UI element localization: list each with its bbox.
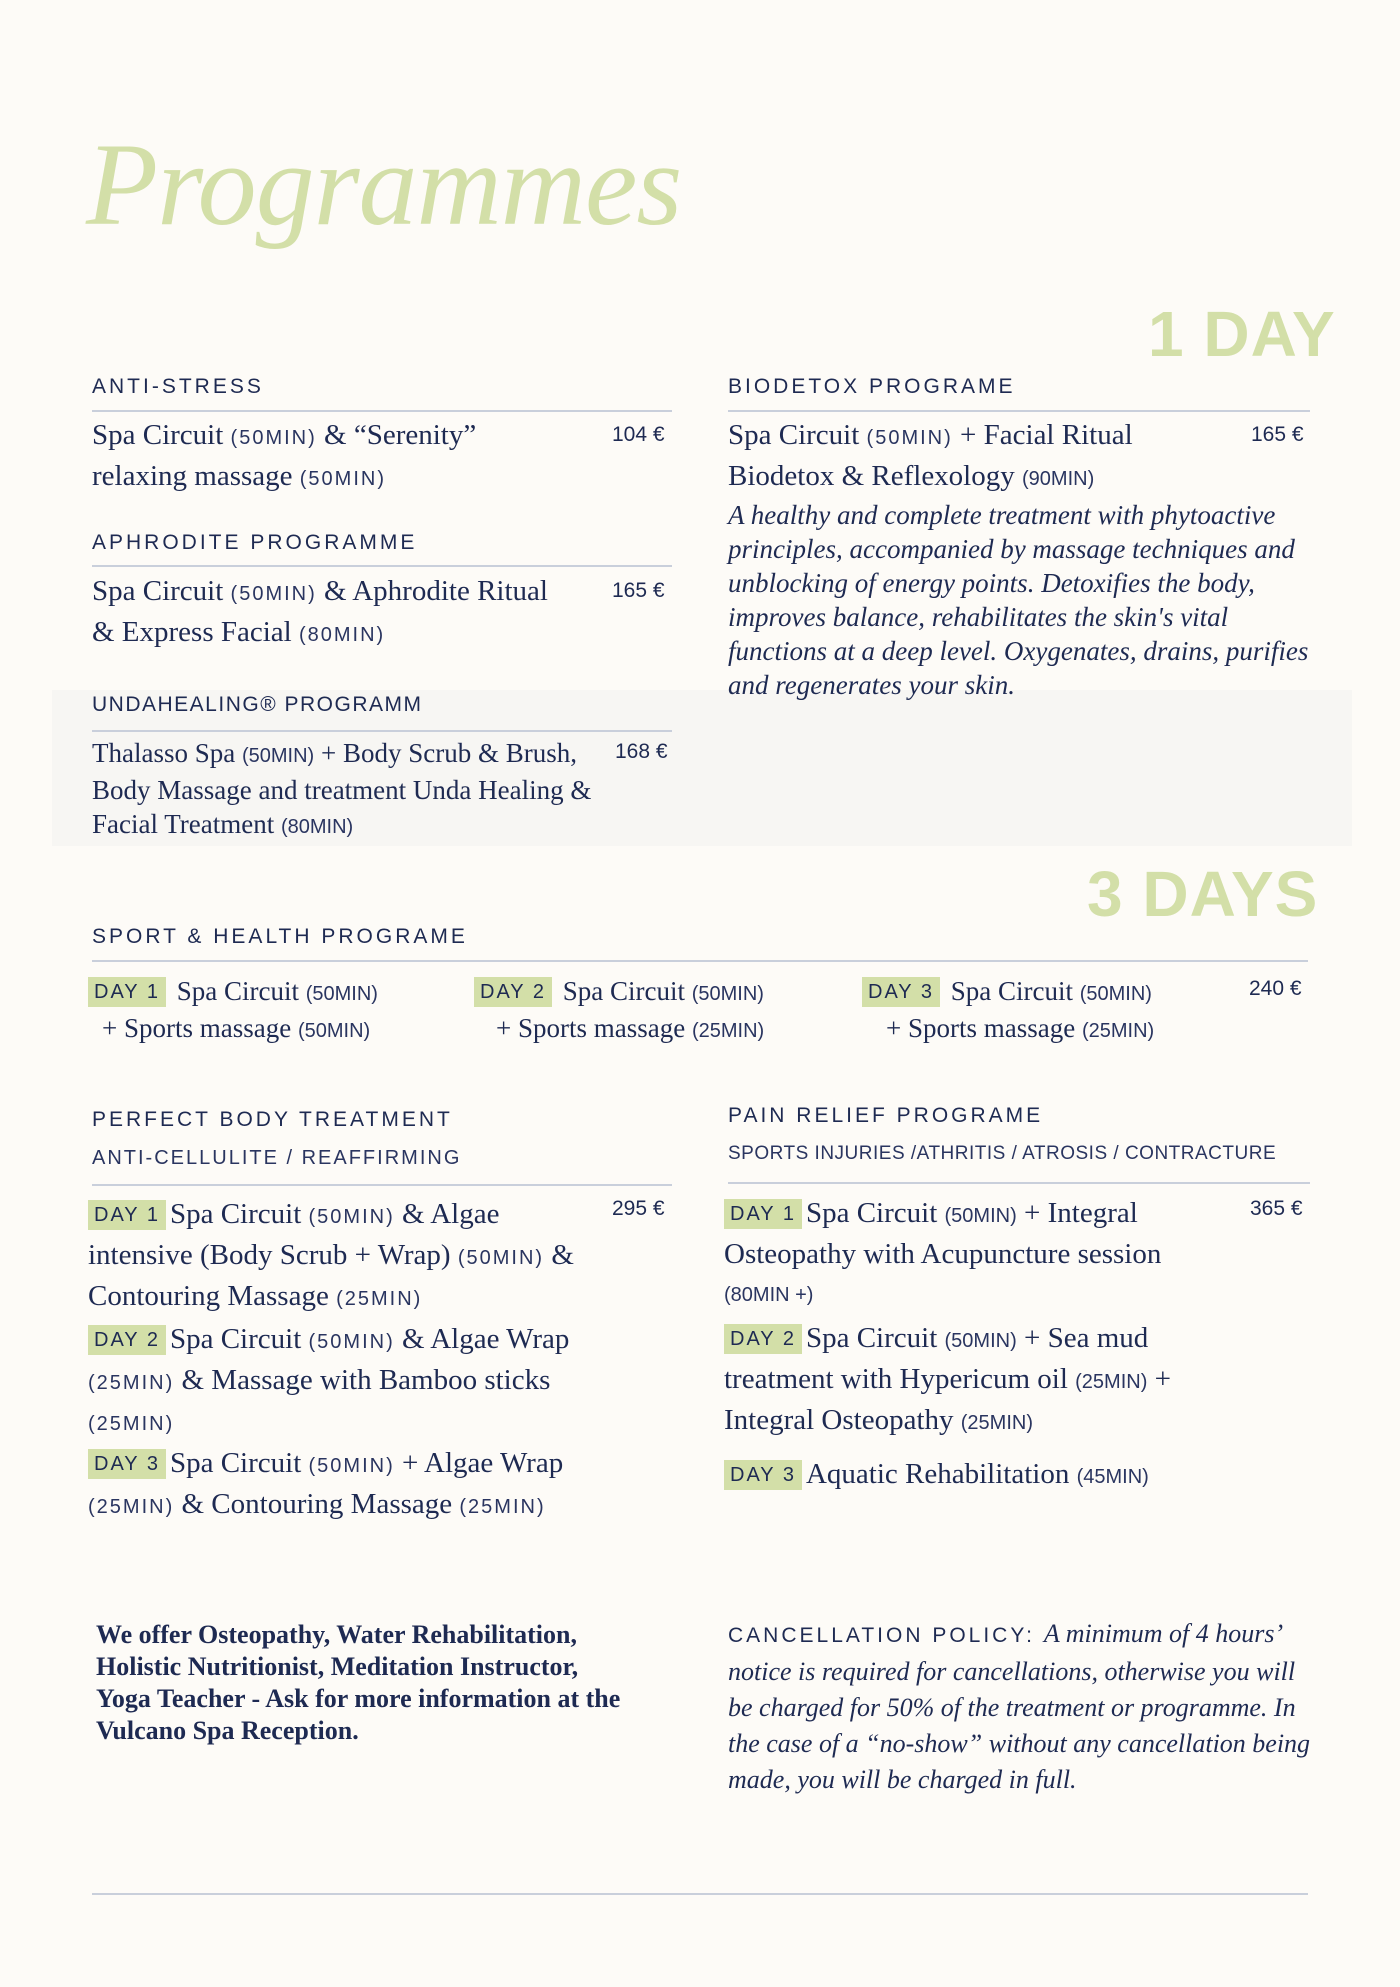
- biodetox-title: BIODETOX PROGRAME: [728, 375, 1016, 398]
- divider: [92, 565, 672, 567]
- day-badge: DAY 2: [474, 977, 552, 1007]
- day-badge: DAY 1: [88, 1200, 166, 1230]
- day-badge: DAY 2: [88, 1325, 166, 1355]
- aphrodite-description: Spa Circuit (50MIN) & Aphrodite Ritual & Express Facial (80MIN): [92, 575, 548, 648]
- perfect-body-price: 295 €: [612, 1197, 665, 1220]
- pain-relief-subtitle: SPORTS INJURIES /ATHRITIS / ATROSIS / CONTRACTURE: [728, 1143, 1277, 1164]
- sport-day-1: DAY 1 Spa Circuit (50MIN) + Sports massage (50MIN): [88, 974, 428, 1048]
- undahealing-description: Thalasso Spa (50MIN) + Body Scrub & Brush, Body Massage and treatment Unda Healing & Facial Treatment (80MIN): [92, 738, 592, 839]
- services-offer-note: We offer Osteopathy, Water Rehabilitation, Holistic Nutritionist, Meditation Instructor, Yoga Teacher - Ask for more information at the Vulcano Spa Reception.: [96, 1620, 621, 1745]
- aphrodite-title: APHRODITE PROGRAMME: [92, 531, 418, 554]
- sport-day-3: DAY 3 Spa Circuit (50MIN) + Sports massage (25MIN): [862, 974, 1202, 1048]
- aphrodite-price: 165 €: [612, 579, 665, 602]
- anti-stress-description: Spa Circuit (50MIN) & “Serenity” relaxing massage (50MIN): [92, 419, 477, 492]
- sport-day-2: DAY 2 Spa Circuit (50MIN) + Sports massage (25MIN): [474, 974, 814, 1048]
- perfect-body-day-1: DAY 1 Spa Circuit (50MIN) & Algae intensive (Body Scrub + Wrap) (50MIN) & Contouring Massage (25MIN): [88, 1198, 574, 1312]
- sport-health-title: SPORT & HEALTH PROGRAME: [92, 925, 468, 948]
- perfect-body-title: PERFECT BODY TREATMENT: [92, 1108, 453, 1131]
- anti-stress-title: ANTI-STRESS: [92, 375, 264, 398]
- footer-divider: [92, 1893, 1308, 1895]
- pain-relief-title: PAIN RELIEF PROGRAME: [728, 1104, 1044, 1127]
- undahealing-title: UNDAHEALING® PROGRAMM: [92, 693, 423, 716]
- pain-relief-day-2: DAY 2 Spa Circuit (50MIN) + Sea mud treatment with Hypericum oil (25MIN) + Integral Osteopathy (25MIN): [724, 1322, 1171, 1436]
- pain-relief-day-3: DAY 3 Aquatic Rehabilitation (45MIN): [724, 1455, 1244, 1496]
- cancellation-policy-label: CANCELLATION POLICY:: [728, 1624, 1044, 1647]
- perfect-body-subtitle: ANTI-CELLULITE / REAFFIRMING: [92, 1147, 462, 1169]
- day-badge: DAY 3: [724, 1460, 802, 1490]
- divider: [92, 730, 672, 732]
- one-day-heading: 1 DAY: [1148, 298, 1336, 370]
- cancellation-policy: CANCELLATION POLICY: A minimum of 4 hours’ notice is required for cancellations, otherwise you will be charged for 50% of the treatment or programme. In the case of a “no-show” without any cancellation being made, you will be charged in full.: [728, 1619, 1311, 1794]
- three-days-heading: 3 DAYS: [1087, 858, 1319, 930]
- biodetox-long-description: A healthy and complete treatment with phytoactive principles, accompanied by massage techniques and unblocking of energy points. Detoxifies the body, improves balance, rehabilitates the skin's vital functions at a deep level. Oxygenates, drains, purifies and regenerates your skin.: [728, 500, 1309, 700]
- day-badge: DAY 2: [724, 1324, 802, 1354]
- biodetox-treatment: Spa Circuit (50MIN) + Facial Ritual Biodetox & Reflexology (90MIN): [728, 419, 1133, 492]
- anti-stress-price: 104 €: [612, 423, 665, 446]
- day-badge: DAY 1: [724, 1199, 802, 1229]
- day-badge: DAY 3: [88, 1449, 166, 1479]
- day-badge: DAY 3: [862, 977, 940, 1007]
- day-badge: DAY 1: [88, 977, 166, 1007]
- undahealing-price: 168 €: [615, 740, 668, 763]
- pain-relief-price: 365 €: [1250, 1197, 1303, 1220]
- biodetox-price: 165 €: [1251, 423, 1304, 446]
- divider: [728, 1182, 1310, 1184]
- perfect-body-day-3: DAY 3 Spa Circuit (50MIN) + Algae Wrap (25MIN) & Contouring Massage (25MIN): [88, 1447, 564, 1520]
- divider: [92, 960, 1308, 962]
- divider: [92, 410, 672, 412]
- pain-relief-day-1: DAY 1 Spa Circuit (50MIN) + Integral Osteopathy with Acupuncture session (80MIN +): [724, 1197, 1162, 1306]
- perfect-body-day-2: DAY 2 Spa Circuit (50MIN) & Algae Wrap (25MIN) & Massage with Bamboo sticks (25MIN): [88, 1323, 570, 1435]
- page-title: Programmes: [86, 119, 682, 250]
- divider: [728, 410, 1310, 412]
- divider: [92, 1184, 672, 1186]
- sport-health-price: 240 €: [1249, 977, 1302, 1000]
